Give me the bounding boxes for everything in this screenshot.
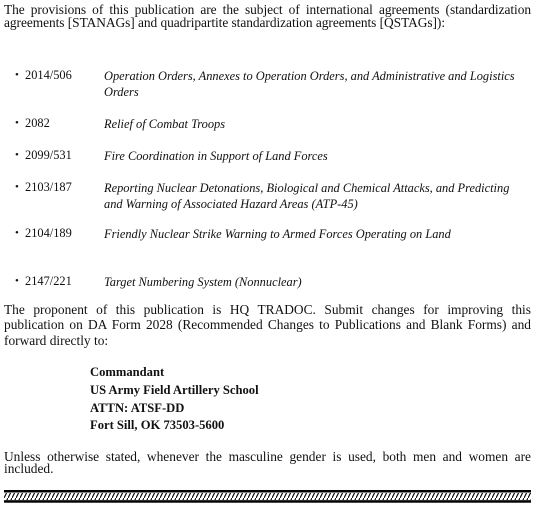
bullet-icon: •	[15, 181, 19, 193]
agreement-number: 2082	[25, 116, 50, 130]
agreement-title: Friendly Nuclear Strike Warning to Armed Forces Operating on Land	[104, 227, 451, 241]
agreement-title: Target Numbering System (Nonnuclear)	[104, 275, 302, 289]
address-line: Commandant	[90, 365, 165, 379]
address-line: US Army Field Artillery School	[90, 382, 259, 397]
agreement-number: 2014/506	[25, 68, 72, 82]
document-page	[4, 2, 531, 476]
agreement-number: 2104/189	[25, 226, 72, 240]
mailing-address	[90, 364, 259, 435]
bullet-icon: •	[15, 149, 19, 161]
agreement-title: Reporting Nuclear Detonations, Biological and Chemical Attacks, and Predicting and Warning of Associated Hazard Areas (ATP-45)	[104, 181, 510, 211]
agreement-title: Relief of Combat Troops	[104, 117, 226, 131]
footer-rule-top-bar	[4, 490, 531, 493]
gender-note: Unless otherwise stated, whenever the masculine gender is used, both men and women are included.	[4, 449, 531, 476]
bullet-icon: •	[15, 117, 19, 129]
bullet-icon: •	[15, 227, 19, 239]
agreement-number: 2103/187	[25, 180, 72, 194]
agreement-number: 2099/531	[25, 148, 72, 162]
bullet-icon: •	[15, 275, 19, 287]
address-line: ATTN: ATSF-DD	[90, 400, 185, 415]
address-line: Fort Sill, OK 73503-5600	[90, 418, 225, 433]
proponent-paragraph: The proponent of this publication is HQ TRADOC. Submit changes for improving this publication on DA Form 2028 (Recommended Changes to Publications and Blank Forms) and forward directly to:	[4, 302, 531, 348]
footer-rule	[4, 490, 531, 503]
footer-rule-hatch-band	[4, 493, 531, 500]
agreement-title: Operation Orders, Annexes to Operation Orders, and Administrative and Logistics Orders	[104, 69, 515, 99]
bullet-icon: •	[15, 69, 19, 81]
agreement-number: 2147/221	[25, 274, 72, 288]
agreement-title: Fire Coordination in Support of Land Forces	[104, 149, 328, 163]
footer-rule-bottom-bar	[4, 500, 531, 503]
agreements-intro: The provisions of this publication are the subject of international agreements (standardization agreements [STANAGs] and quadripartite standardization agreements [QSTAGs]):	[4, 2, 531, 30]
